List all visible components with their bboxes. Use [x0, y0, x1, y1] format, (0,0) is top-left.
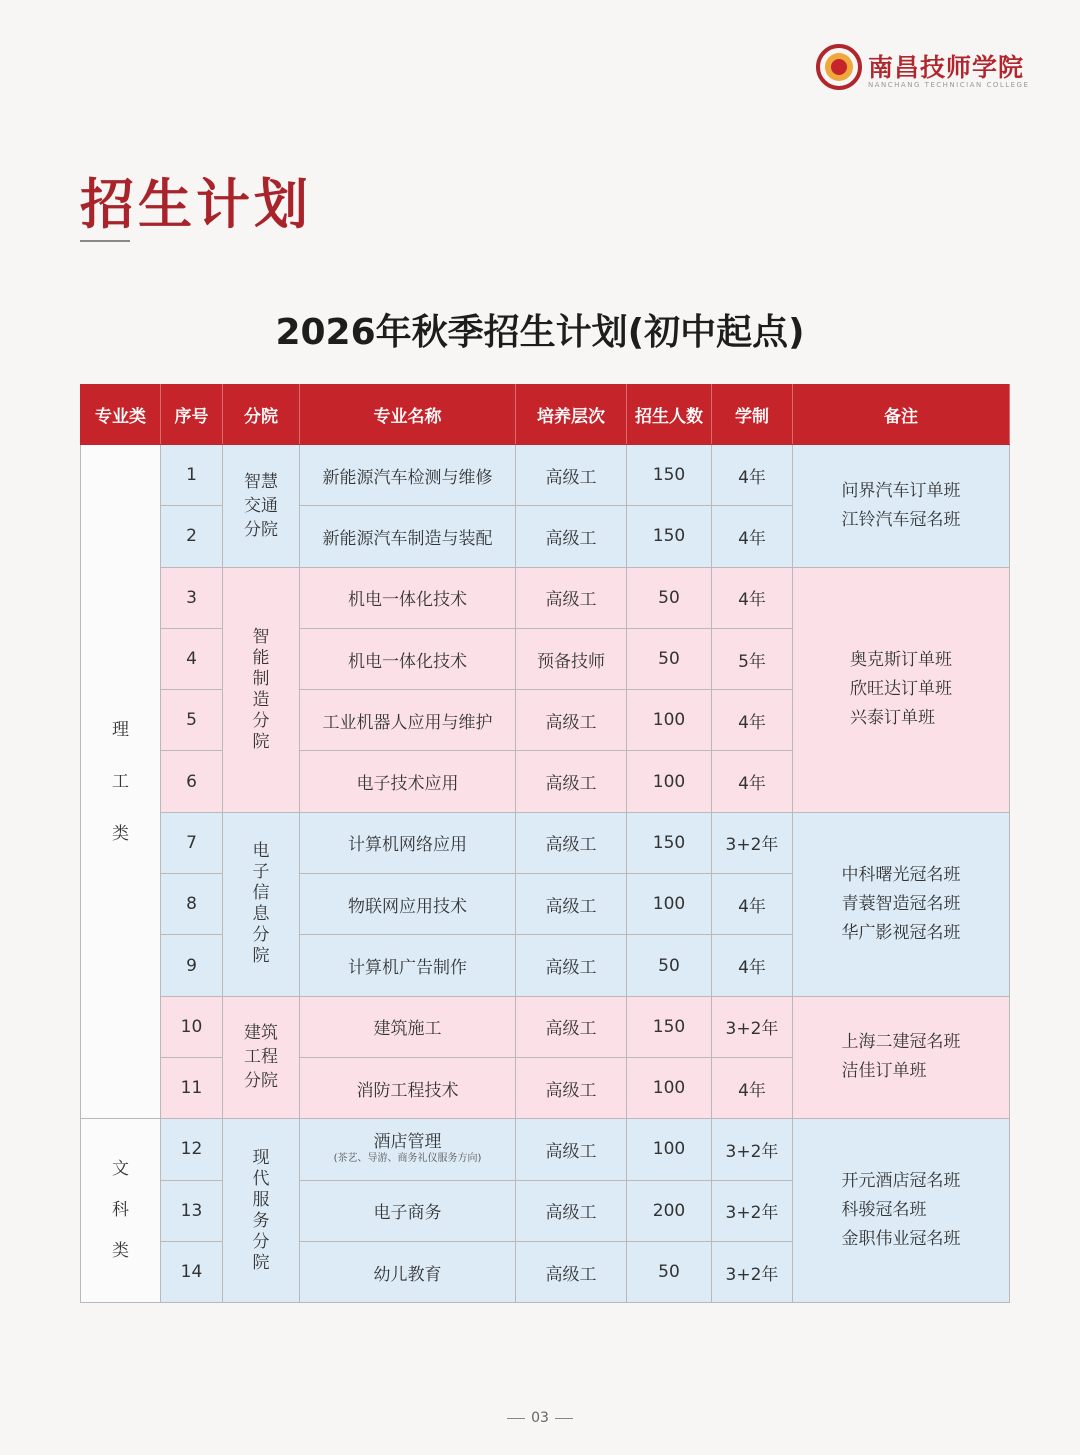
- row-number: 9: [161, 935, 223, 996]
- enroll-count: 100: [627, 1119, 712, 1180]
- major-direction-note: (茶艺、导游、商务礼仪服务方向): [333, 1153, 482, 1165]
- row-number: 3: [161, 567, 223, 628]
- category-cell-sci-eng: [81, 445, 161, 1119]
- major-name: 工业机器人应用与维护: [300, 690, 516, 751]
- enroll-count: 150: [627, 996, 712, 1057]
- study-years: 4年: [712, 874, 793, 935]
- college-label: 现代服务分院: [252, 1147, 270, 1273]
- category-cell-arts: [81, 1119, 161, 1303]
- training-level: 高级工: [516, 567, 627, 628]
- training-level: 高级工: [516, 1241, 627, 1302]
- table-title: 2026年秋季招生计划(初中起点): [275, 312, 805, 353]
- college-cell-manufacturing: [223, 567, 300, 812]
- row-number: 4: [161, 628, 223, 689]
- college-cell-service: [223, 1119, 300, 1303]
- study-years: 4年: [712, 1057, 793, 1118]
- major-name: 建筑施工: [300, 996, 516, 1057]
- study-years: 3+2年: [712, 1180, 793, 1241]
- college-name: 南昌技师学院: [868, 53, 1025, 82]
- page-title: 招生计划: [80, 172, 312, 236]
- major-name: 物联网应用技术: [300, 874, 516, 935]
- major-name: 消防工程技术: [300, 1057, 516, 1118]
- college-cell-construction: [223, 996, 300, 1119]
- page-number-dash-left: [507, 1418, 525, 1419]
- table-row: [81, 1119, 1010, 1180]
- table-row: [81, 445, 1010, 506]
- header-years: 学制: [712, 385, 793, 445]
- table-row: [81, 812, 1010, 873]
- major-name-cell: [300, 1119, 516, 1180]
- row-number: 5: [161, 690, 223, 751]
- remarks-text: 问界汽车订单班 江铃汽车冠名班: [841, 480, 961, 530]
- table-row: [81, 567, 1010, 628]
- remarks-cell-electronic: [793, 812, 1010, 996]
- category-label: 理工类: [112, 719, 129, 844]
- college-label: 智慧交通分院: [244, 471, 278, 540]
- row-number: 10: [161, 996, 223, 1057]
- training-level: 高级工: [516, 874, 627, 935]
- enroll-count: 100: [627, 751, 712, 812]
- college-logo: [816, 44, 1030, 94]
- college-name-en: NANCHANG TECHNICIAN COLLEGE: [868, 81, 1030, 89]
- category-label: 文科类: [112, 1159, 129, 1262]
- row-number: 2: [161, 506, 223, 567]
- enroll-count: 150: [627, 506, 712, 567]
- remarks-cell-construction: [793, 996, 1010, 1119]
- major-name: 酒店管理: [373, 1132, 442, 1153]
- training-level: 预备技师: [516, 628, 627, 689]
- college-label: 电子信息分院: [252, 841, 270, 967]
- row-number: 7: [161, 812, 223, 873]
- study-years: 3+2年: [712, 1241, 793, 1302]
- header-count: 招生人数: [627, 385, 712, 445]
- study-years: 4年: [712, 445, 793, 506]
- enroll-count: 50: [627, 935, 712, 996]
- college-seal-icon: [816, 44, 862, 90]
- training-level: 高级工: [516, 1057, 627, 1118]
- training-level: 高级工: [516, 1180, 627, 1241]
- header-remarks: 备注: [793, 385, 1010, 445]
- row-number: 11: [161, 1057, 223, 1118]
- major-name: 计算机网络应用: [300, 812, 516, 873]
- remarks-text: 开元酒店冠名班 科骏冠名班 金职伟业冠名班: [841, 1171, 961, 1250]
- major-name: 幼儿教育: [300, 1241, 516, 1302]
- remarks-text: 奥克斯订单班 欣旺达订单班 兴泰订单班: [850, 650, 952, 729]
- college-cell-traffic: [223, 445, 300, 568]
- enroll-count: 100: [627, 874, 712, 935]
- major-name: 电子商务: [300, 1180, 516, 1241]
- major-name: 新能源汽车制造与装配: [300, 506, 516, 567]
- header-level: 培养层次: [516, 385, 627, 445]
- major-name: 新能源汽车检测与维修: [300, 445, 516, 506]
- enroll-count: 50: [627, 1241, 712, 1302]
- study-years: 3+2年: [712, 1119, 793, 1180]
- study-years: 3+2年: [712, 996, 793, 1057]
- training-level: 高级工: [516, 996, 627, 1057]
- training-level: 高级工: [516, 812, 627, 873]
- header-category: 专业类: [81, 385, 161, 445]
- remarks-cell-service: [793, 1119, 1010, 1303]
- remarks-cell-traffic: [793, 445, 1010, 568]
- major-name: 计算机广告制作: [300, 935, 516, 996]
- remarks-cell-manufacturing: [793, 567, 1010, 812]
- major-name: 机电一体化技术: [300, 628, 516, 689]
- page-number-text: 03: [531, 1410, 549, 1426]
- remarks-text: 中科曙光冠名班 青蓑智造冠名班 华广影视冠名班: [841, 864, 961, 943]
- training-level: 高级工: [516, 445, 627, 506]
- header-major: 专业名称: [300, 385, 516, 445]
- header-college: 分院: [223, 385, 300, 445]
- table-header-row: [81, 385, 1010, 445]
- enroll-count: 200: [627, 1180, 712, 1241]
- training-level: 高级工: [516, 935, 627, 996]
- training-level: 高级工: [516, 506, 627, 567]
- enrollment-plan-table: [80, 384, 1010, 1303]
- row-number: 12: [161, 1119, 223, 1180]
- title-underline: [80, 240, 130, 242]
- study-years: 4年: [712, 935, 793, 996]
- page-number-dash-right: [555, 1418, 573, 1419]
- study-years: 4年: [712, 690, 793, 751]
- enroll-count: 50: [627, 567, 712, 628]
- major-name: 机电一体化技术: [300, 567, 516, 628]
- college-label: 智能制造分院: [252, 626, 270, 752]
- enroll-count: 100: [627, 1057, 712, 1118]
- enroll-count: 150: [627, 445, 712, 506]
- training-level: 高级工: [516, 1119, 627, 1180]
- remarks-text: 上海二建冠名班 洁佳订单班: [841, 1032, 961, 1082]
- training-level: 高级工: [516, 690, 627, 751]
- enroll-count: 50: [627, 628, 712, 689]
- college-label: 建筑工程分院: [244, 1023, 278, 1092]
- college-cell-electronic: [223, 812, 300, 996]
- study-years: 3+2年: [712, 812, 793, 873]
- row-number: 1: [161, 445, 223, 506]
- row-number: 14: [161, 1241, 223, 1302]
- page-number: [0, 1410, 1080, 1426]
- training-level: 高级工: [516, 751, 627, 812]
- study-years: 4年: [712, 567, 793, 628]
- study-years: 4年: [712, 506, 793, 567]
- enroll-count: 150: [627, 812, 712, 873]
- row-number: 8: [161, 874, 223, 935]
- row-number: 6: [161, 751, 223, 812]
- header-number: 序号: [161, 385, 223, 445]
- table-row: [81, 996, 1010, 1057]
- enroll-count: 100: [627, 690, 712, 751]
- study-years: 4年: [712, 751, 793, 812]
- study-years: 5年: [712, 628, 793, 689]
- major-name: 电子技术应用: [300, 751, 516, 812]
- row-number: 13: [161, 1180, 223, 1241]
